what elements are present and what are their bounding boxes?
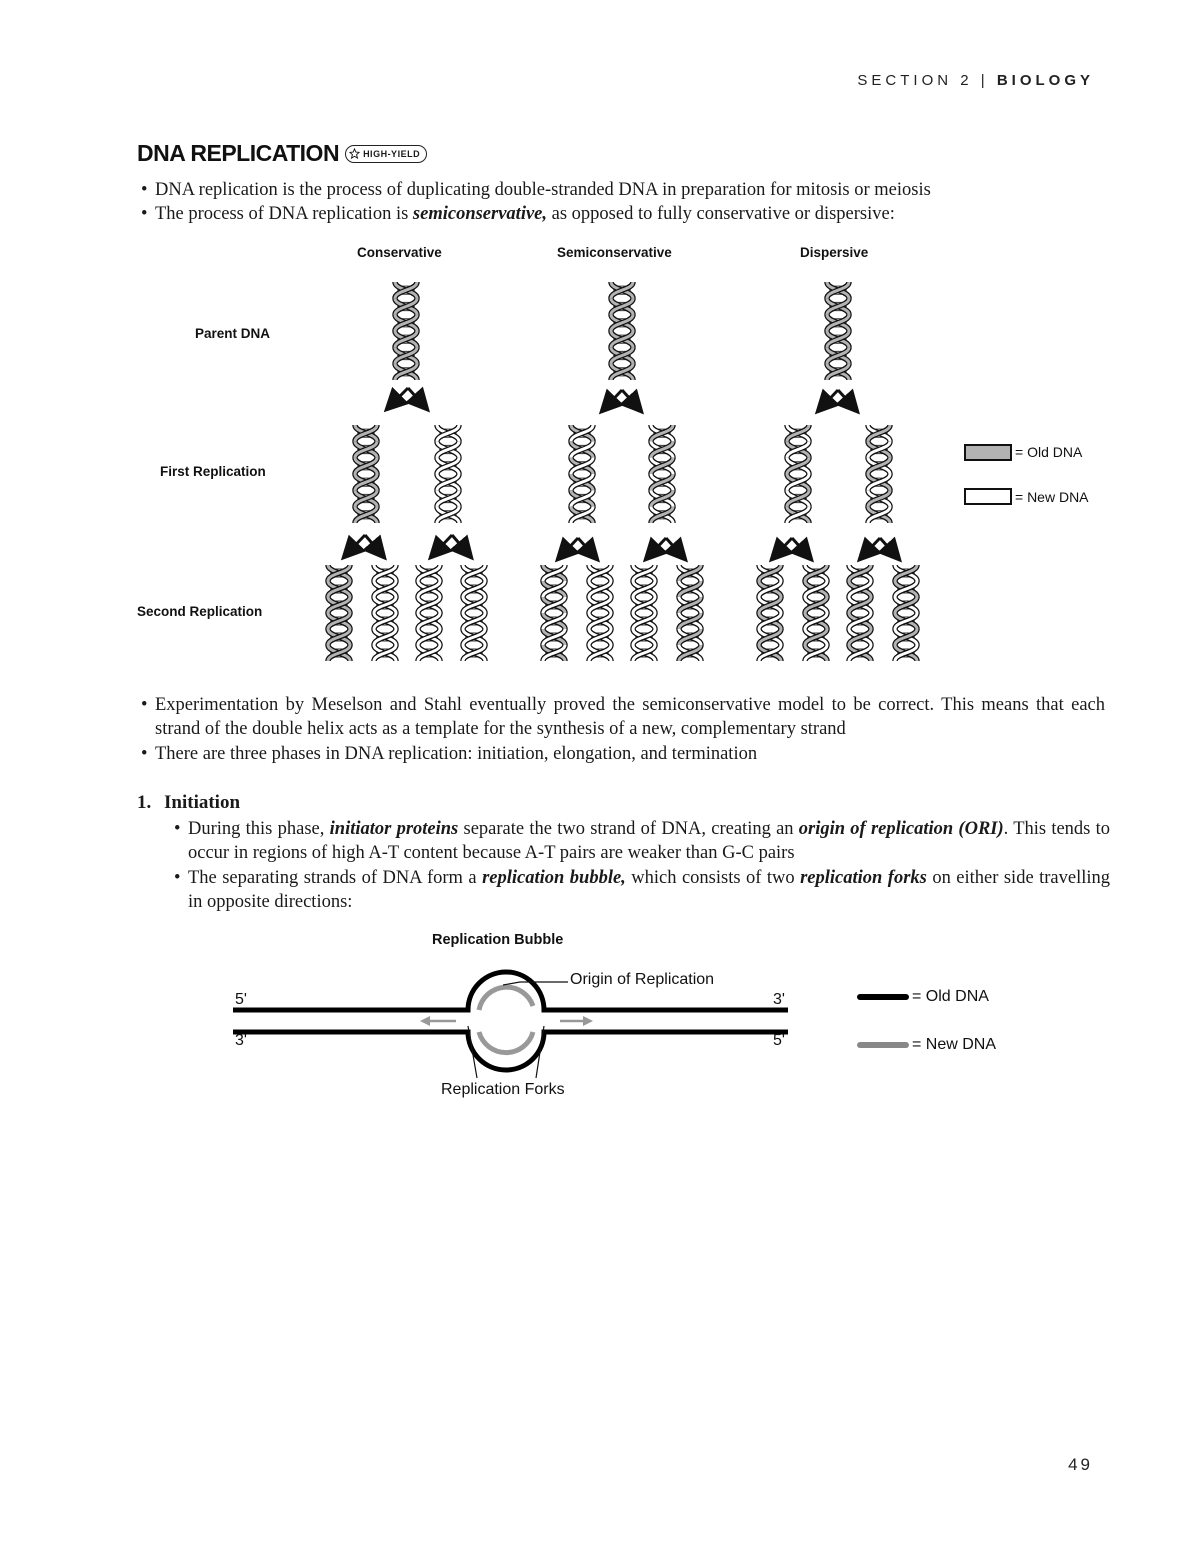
branch-arrow xyxy=(559,538,578,558)
top-right-end-label: 3' xyxy=(773,991,785,1008)
branch-arrow xyxy=(603,390,622,410)
helix-semiconservative-parent xyxy=(611,282,633,380)
bullet-text: There are three phases in DNA replication: initiation, elongation, and termination xyxy=(155,744,758,764)
bullet-text: on either side travelling in opposite directions: xyxy=(188,868,1111,912)
term-replication-bubble: replication bubble, xyxy=(482,868,626,888)
helix-semiconservative-second xyxy=(589,565,611,661)
helix-semiconservative-second xyxy=(633,565,655,661)
helix-dispersive-second xyxy=(759,565,781,661)
section-initiation-heading xyxy=(137,792,240,814)
term-origin-of-replication: origin of replication (ORI) xyxy=(798,819,1004,839)
branch-arrow xyxy=(432,535,452,556)
new-dna-bottom-strand xyxy=(479,1032,533,1053)
helix-dispersive-parent xyxy=(827,282,849,380)
branch-arrow xyxy=(622,390,640,410)
helix-conservative-parent xyxy=(395,282,417,380)
branch-arrow xyxy=(365,535,383,556)
bullet-text: separate the two strand of DNA, creating an xyxy=(463,819,794,839)
bullet-text: . This tends to occur in regions of high A-T content because A-T pairs are weaker than G-C pairs xyxy=(188,819,1111,863)
row-first-replication: First Replication xyxy=(160,464,266,479)
bottom-left-end-label: 3' xyxy=(235,1032,247,1049)
helix-semiconservative-first xyxy=(651,425,673,523)
bullet-text: During this phase, xyxy=(188,819,325,839)
section-number: 1. xyxy=(137,792,152,813)
bottom-right-end-label: 5' xyxy=(773,1032,785,1049)
helix-dispersive-first xyxy=(787,425,809,523)
bubble-legend-old-dna: = Old DNA xyxy=(912,988,989,1005)
term-replication-forks: replication forks xyxy=(800,868,927,888)
section-title: Initiation xyxy=(164,792,241,813)
badge-label: HIGH-YIELD xyxy=(363,148,421,159)
bullet-initiator-proteins: • During this phase, initiator proteins separate the two strand of DNA, creating an origin of replication (ORI). This tends to occur in regions of high A-T content because A-T pairs are weaker than G-C pairs xyxy=(174,819,1111,863)
column-conservative: Conservative xyxy=(357,245,442,260)
branch-arrow xyxy=(838,390,856,410)
bubble-legend-new-dna: = New DNA xyxy=(912,1036,997,1053)
legend-old-dna: = Old DNA xyxy=(1015,444,1083,460)
replication-forks-label: Replication Forks xyxy=(441,1081,565,1098)
bullet-text: as opposed to fully conservative or dispersive: xyxy=(551,204,895,224)
branch-arrow xyxy=(345,535,365,556)
helix-conservative-first xyxy=(437,425,459,523)
row-second-replication: Second Replication xyxy=(137,604,263,619)
top-left-end-label: 5' xyxy=(235,991,247,1008)
helix-semiconservative-second xyxy=(543,565,565,661)
bullet-replication-bubble: • The separating strands of DNA form a replication bubble, which consists of two replication forks on either side travelling in opposite directions: xyxy=(174,868,1111,912)
term-initiator-proteins: initiator proteins xyxy=(329,819,459,839)
helix-conservative-second xyxy=(463,565,485,661)
bullet-text: The process of DNA replication is xyxy=(155,204,409,224)
branch-arrow xyxy=(819,390,838,410)
bullet-text: DNA replication is the process of duplicating double-stranded DNA in preparation for mitosis or meiosis xyxy=(155,180,931,200)
page-number: 49 xyxy=(1068,1455,1093,1474)
legend-old-dna-swatch xyxy=(965,445,1011,460)
helix-conservative-second xyxy=(328,565,350,661)
legend-new-dna: = New DNA xyxy=(1015,489,1089,505)
branch-arrow xyxy=(773,538,792,558)
branch-arrow xyxy=(880,538,898,558)
branch-arrow xyxy=(408,388,426,408)
helix-conservative-second xyxy=(418,565,440,661)
helix-dispersive-second xyxy=(805,565,827,661)
legend-new-dna-swatch xyxy=(965,489,1011,504)
bubble-title: Replication Bubble xyxy=(432,932,564,948)
helix-dispersive-second xyxy=(895,565,917,661)
column-dispersive: Dispersive xyxy=(800,245,869,260)
term-semiconservative: semiconservative, xyxy=(412,204,548,224)
helix-dispersive-first xyxy=(868,425,890,523)
bullet-semiconservative: • The process of DNA replication is semiconservative, as opposed to fully conservative or dispersive: xyxy=(141,204,895,224)
branch-arrow xyxy=(647,538,666,558)
bullet-text: Experimentation by Meselson and Stahl eventually proved the semiconservative model to be correct. This means that each strand of the double helix acts as a template for the synthesis of a new, complementary strand xyxy=(155,695,1105,739)
helix-dispersive-second xyxy=(849,565,871,661)
replication-models-diagram xyxy=(0,0,1200,680)
bullet-text: which consists of two xyxy=(631,868,795,888)
helix-conservative-first xyxy=(355,425,377,523)
subject-label: BIOLOGY xyxy=(996,72,1094,89)
new-dna-top-strand xyxy=(479,987,533,1010)
branch-arrow xyxy=(388,388,408,408)
page-title: DNA REPLICATION xyxy=(137,140,340,166)
section-label: SECTION 2 | xyxy=(857,72,989,89)
branch-arrow xyxy=(578,538,596,558)
bullet-three-phases: • There are three phases in DNA replication: initiation, elongation, and termination xyxy=(141,744,758,764)
bullet-meselson-stahl: • Experimentation by Meselson and Stahl eventually proved the semiconservative model to be correct. This means that each strand of the double helix acts as a template for the synthesis of a new, complementary strand xyxy=(141,695,1105,739)
bullet-text: The separating strands of DNA form a xyxy=(188,868,477,888)
branch-arrow xyxy=(861,538,880,558)
column-semiconservative: Semiconservative xyxy=(557,245,672,260)
branch-arrow xyxy=(792,538,810,558)
branch-arrow xyxy=(452,535,470,556)
origin-of-replication-label: Origin of Replication xyxy=(570,971,715,988)
helix-semiconservative-second xyxy=(679,565,701,661)
row-parent-dna: Parent DNA xyxy=(195,326,271,341)
helix-conservative-second xyxy=(374,565,396,661)
bullet-definition: • DNA replication is the process of duplicating double-stranded DNA in preparation for mitosis or meiosis xyxy=(141,180,931,200)
branch-arrow xyxy=(666,538,684,558)
helix-semiconservative-first xyxy=(571,425,593,523)
